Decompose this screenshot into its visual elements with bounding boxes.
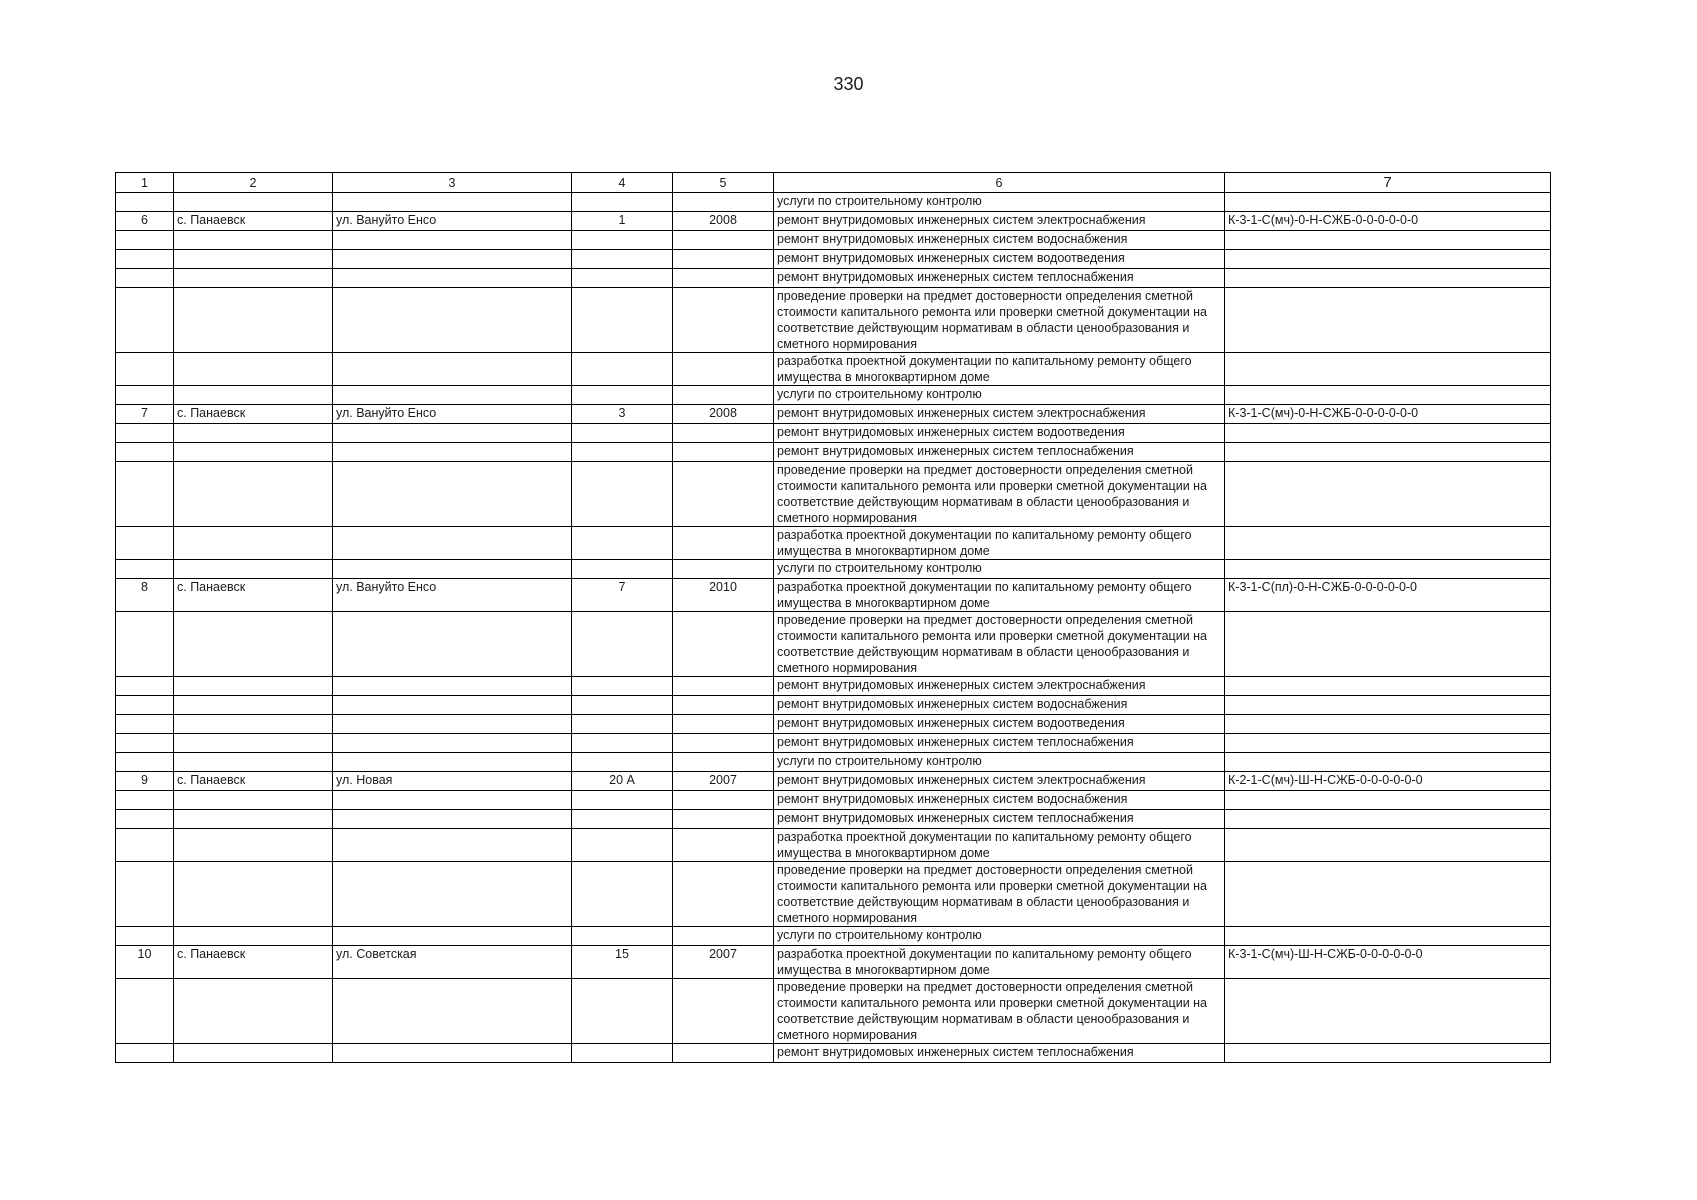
year-cell [673, 696, 774, 715]
table-row [116, 424, 1551, 443]
house-number-cell [572, 810, 673, 829]
street-cell [333, 1044, 572, 1063]
row-number-cell [116, 386, 174, 405]
house-number-cell [572, 677, 673, 696]
table-row [116, 862, 1551, 927]
row-number-cell [116, 193, 174, 212]
street-cell [333, 927, 572, 946]
street-cell [333, 193, 572, 212]
work-type-cell: ремонт внутридомовых инженерных систем теплоснабжения [774, 1044, 1225, 1063]
row-number-cell [116, 829, 174, 862]
row-number-cell [116, 527, 174, 560]
code-cell [1225, 677, 1551, 696]
settlement-cell [174, 353, 333, 386]
street-cell: ул. Советская [333, 946, 572, 979]
row-number-cell [116, 715, 174, 734]
row-number-cell [116, 612, 174, 677]
work-type-cell: разработка проектной документации по капитальному ремонту общего имущества в многоквартирном доме [774, 353, 1225, 386]
house-number-cell [572, 462, 673, 527]
street-cell [333, 677, 572, 696]
settlement-cell [174, 193, 333, 212]
year-cell [673, 791, 774, 810]
year-cell [673, 612, 774, 677]
year-cell [673, 862, 774, 927]
year-cell [673, 231, 774, 250]
row-number-cell [116, 250, 174, 269]
work-type-cell: разработка проектной документации по капитальному ремонту общего имущества в многоквартирном доме [774, 829, 1225, 862]
year-cell [673, 443, 774, 462]
table-row [116, 212, 1551, 231]
work-type-cell: ремонт внутридомовых инженерных систем теплоснабжения [774, 734, 1225, 753]
header-row [116, 173, 1551, 193]
code-cell [1225, 791, 1551, 810]
table-row [116, 231, 1551, 250]
settlement-cell [174, 810, 333, 829]
row-number-cell: 6 [116, 212, 174, 231]
house-number-cell [572, 353, 673, 386]
settlement-cell [174, 753, 333, 772]
year-cell [673, 753, 774, 772]
table-row [116, 979, 1551, 1044]
street-cell [333, 424, 572, 443]
street-cell [333, 462, 572, 527]
house-number-cell [572, 424, 673, 443]
street-cell: ул. Вануйто Енсо [333, 212, 572, 231]
house-number-cell [572, 250, 673, 269]
house-number-cell [572, 791, 673, 810]
table-row [116, 250, 1551, 269]
work-type-cell: ремонт внутридомовых инженерных систем теплоснабжения [774, 443, 1225, 462]
work-type-cell: ремонт внутридомовых инженерных систем электроснабжения [774, 677, 1225, 696]
house-number-cell [572, 862, 673, 927]
code-cell [1225, 386, 1551, 405]
code-cell: К-3-1-С(мч)-0-Н-СЖБ-0-0-0-0-0-0 [1225, 212, 1551, 231]
table-row [116, 946, 1551, 979]
house-number-cell: 20 А [572, 772, 673, 791]
table-row [116, 560, 1551, 579]
header-cell: 6 [774, 173, 1225, 193]
row-number-cell [116, 979, 174, 1044]
table-row [116, 288, 1551, 353]
work-type-cell: проведение проверки на предмет достоверности определения сметной стоимости капитального ремонта или проверки сметной документации на соответствие действующим нормативам в области ценообразования и сметного нормирования [774, 862, 1225, 927]
row-number-cell [116, 1044, 174, 1063]
work-type-cell: проведение проверки на предмет достоверности определения сметной стоимости капитального ремонта или проверки сметной документации на соответствие действующим нормативам в области ценообразования и сметного нормирования [774, 288, 1225, 353]
house-number-cell [572, 386, 673, 405]
work-type-cell: ремонт внутридомовых инженерных систем водоснабжения [774, 231, 1225, 250]
year-cell: 2008 [673, 212, 774, 231]
table-row [116, 791, 1551, 810]
table-row [116, 269, 1551, 288]
table-row [116, 810, 1551, 829]
table-row [116, 443, 1551, 462]
street-cell [333, 734, 572, 753]
year-cell [673, 677, 774, 696]
code-cell [1225, 462, 1551, 527]
code-cell [1225, 193, 1551, 212]
work-type-cell: разработка проектной документации по капитальному ремонту общего имущества в многоквартирном доме [774, 946, 1225, 979]
header-cell: 5 [673, 173, 774, 193]
row-number-cell [116, 927, 174, 946]
house-number-cell [572, 612, 673, 677]
street-cell [333, 250, 572, 269]
code-cell: К-3-1-С(пл)-0-Н-СЖБ-0-0-0-0-0-0 [1225, 579, 1551, 612]
work-type-cell: услуги по строительному контролю [774, 560, 1225, 579]
street-cell [333, 829, 572, 862]
year-cell [673, 250, 774, 269]
table-row [116, 527, 1551, 560]
house-number-cell [572, 231, 673, 250]
work-type-cell: услуги по строительному контролю [774, 927, 1225, 946]
work-type-cell: разработка проектной документации по капитальному ремонту общего имущества в многоквартирном доме [774, 579, 1225, 612]
table-row [116, 612, 1551, 677]
work-type-cell: ремонт внутридомовых инженерных систем водоотведения [774, 424, 1225, 443]
year-cell [673, 269, 774, 288]
house-number-cell: 3 [572, 405, 673, 424]
table-row [116, 772, 1551, 791]
house-number-cell: 7 [572, 579, 673, 612]
code-cell [1225, 715, 1551, 734]
page-number: 330 [833, 74, 864, 94]
street-cell [333, 862, 572, 927]
street-cell: ул. Новая [333, 772, 572, 791]
year-cell [673, 1044, 774, 1063]
table-body [116, 193, 1551, 1063]
header-cell: 7 [1225, 173, 1551, 193]
code-cell [1225, 1044, 1551, 1063]
house-number-cell [572, 715, 673, 734]
header-cell: 3 [333, 173, 572, 193]
year-cell: 2007 [673, 772, 774, 791]
row-number-cell [116, 791, 174, 810]
year-cell [673, 462, 774, 527]
code-cell [1225, 527, 1551, 560]
settlement-cell [174, 560, 333, 579]
code-cell [1225, 288, 1551, 353]
settlement-cell [174, 462, 333, 527]
code-cell [1225, 443, 1551, 462]
row-number-cell [116, 696, 174, 715]
work-type-cell: проведение проверки на предмет достоверности определения сметной стоимости капитального ремонта или проверки сметной документации на соответствие действующим нормативам в области ценообразования и сметного нормирования [774, 979, 1225, 1044]
settlement-cell [174, 734, 333, 753]
code-cell [1225, 696, 1551, 715]
house-number-cell [572, 696, 673, 715]
settlement-cell [174, 424, 333, 443]
year-cell [673, 386, 774, 405]
work-type-cell: ремонт внутридомовых инженерных систем электроснабжения [774, 772, 1225, 791]
row-number-cell [116, 231, 174, 250]
year-cell [673, 193, 774, 212]
code-cell [1225, 829, 1551, 862]
work-type-cell: проведение проверки на предмет достоверности определения сметной стоимости капитального ремонта или проверки сметной документации на соответствие действующим нормативам в области ценообразования и сметного нормирования [774, 462, 1225, 527]
year-cell [673, 424, 774, 443]
code-cell [1225, 979, 1551, 1044]
street-cell [333, 443, 572, 462]
street-cell: ул. Вануйто Енсо [333, 405, 572, 424]
table-row [116, 386, 1551, 405]
header-cell: 2 [174, 173, 333, 193]
row-number-cell [116, 734, 174, 753]
work-type-cell: услуги по строительному контролю [774, 386, 1225, 405]
work-type-cell: услуги по строительному контролю [774, 753, 1225, 772]
settlement-cell [174, 791, 333, 810]
settlement-cell [174, 829, 333, 862]
street-cell [333, 715, 572, 734]
settlement-cell: с. Панаевск [174, 405, 333, 424]
code-cell [1225, 734, 1551, 753]
work-type-cell: ремонт внутридомовых инженерных систем теплоснабжения [774, 269, 1225, 288]
settlement-cell [174, 443, 333, 462]
code-cell [1225, 810, 1551, 829]
work-type-cell: ремонт внутридомовых инженерных систем водоотведения [774, 715, 1225, 734]
table-row [116, 1044, 1551, 1063]
year-cell [673, 829, 774, 862]
settlement-cell [174, 527, 333, 560]
house-number-cell [572, 753, 673, 772]
work-type-cell: разработка проектной документации по капитальному ремонту общего имущества в многоквартирном доме [774, 527, 1225, 560]
house-number-cell [572, 527, 673, 560]
table-row [116, 353, 1551, 386]
year-cell [673, 810, 774, 829]
street-cell [333, 753, 572, 772]
table-row [116, 753, 1551, 772]
year-cell [673, 715, 774, 734]
code-cell [1225, 862, 1551, 927]
street-cell [333, 979, 572, 1044]
street-cell [333, 527, 572, 560]
year-cell [673, 927, 774, 946]
code-cell [1225, 231, 1551, 250]
code-cell [1225, 250, 1551, 269]
year-cell: 2008 [673, 405, 774, 424]
work-type-cell: услуги по строительному контролю [774, 193, 1225, 212]
row-number-cell [116, 424, 174, 443]
row-number-cell [116, 288, 174, 353]
code-cell [1225, 612, 1551, 677]
work-type-cell: ремонт внутридомовых инженерных систем электроснабжения [774, 212, 1225, 231]
settlement-cell [174, 1044, 333, 1063]
house-number-cell [572, 829, 673, 862]
code-cell [1225, 424, 1551, 443]
row-number-cell [116, 560, 174, 579]
works-table [115, 172, 1551, 1063]
work-type-cell: ремонт внутридомовых инженерных систем водоснабжения [774, 791, 1225, 810]
row-number-cell: 9 [116, 772, 174, 791]
row-number-cell [116, 443, 174, 462]
house-number-cell [572, 1044, 673, 1063]
settlement-cell: с. Панаевск [174, 579, 333, 612]
row-number-cell [116, 462, 174, 527]
settlement-cell [174, 979, 333, 1044]
street-cell [333, 231, 572, 250]
house-number-cell [572, 734, 673, 753]
settlement-cell [174, 231, 333, 250]
table-row [116, 579, 1551, 612]
street-cell: ул. Вануйто Енсо [333, 579, 572, 612]
row-number-cell: 8 [116, 579, 174, 612]
table-row [116, 696, 1551, 715]
table-row [116, 927, 1551, 946]
settlement-cell [174, 250, 333, 269]
settlement-cell: с. Панаевск [174, 772, 333, 791]
year-cell [673, 734, 774, 753]
table-row [116, 715, 1551, 734]
code-cell [1225, 560, 1551, 579]
street-cell [333, 386, 572, 405]
work-type-cell: ремонт внутридомовых инженерных систем водоотведения [774, 250, 1225, 269]
header-cell: 1 [116, 173, 174, 193]
street-cell [333, 288, 572, 353]
table-row [116, 734, 1551, 753]
work-type-cell: ремонт внутридомовых инженерных систем водоснабжения [774, 696, 1225, 715]
code-cell: К-3-1-С(мч)-Ш-Н-СЖБ-0-0-0-0-0-0 [1225, 946, 1551, 979]
settlement-cell [174, 715, 333, 734]
year-cell [673, 288, 774, 353]
house-number-cell [572, 193, 673, 212]
code-cell [1225, 753, 1551, 772]
row-number-cell [116, 353, 174, 386]
row-number-cell [116, 810, 174, 829]
settlement-cell: с. Панаевск [174, 946, 333, 979]
work-type-cell: ремонт внутридомовых инженерных систем электроснабжения [774, 405, 1225, 424]
work-type-cell: проведение проверки на предмет достоверности определения сметной стоимости капитального ремонта или проверки сметной документации на соответствие действующим нормативам в области ценообразования и сметного нормирования [774, 612, 1225, 677]
table-row [116, 405, 1551, 424]
house-number-cell [572, 560, 673, 579]
year-cell: 2007 [673, 946, 774, 979]
street-cell [333, 353, 572, 386]
code-cell [1225, 927, 1551, 946]
table-row [116, 829, 1551, 862]
code-cell [1225, 269, 1551, 288]
house-number-cell [572, 979, 673, 1044]
code-cell: К-3-1-С(мч)-0-Н-СЖБ-0-0-0-0-0-0 [1225, 405, 1551, 424]
year-cell [673, 353, 774, 386]
house-number-cell [572, 269, 673, 288]
street-cell [333, 810, 572, 829]
code-cell [1225, 353, 1551, 386]
table-row [116, 677, 1551, 696]
year-cell [673, 979, 774, 1044]
house-number-cell: 15 [572, 946, 673, 979]
street-cell [333, 269, 572, 288]
settlement-cell [174, 927, 333, 946]
settlement-cell: с. Панаевск [174, 212, 333, 231]
house-number-cell [572, 927, 673, 946]
settlement-cell [174, 862, 333, 927]
year-cell [673, 560, 774, 579]
street-cell [333, 696, 572, 715]
row-number-cell: 7 [116, 405, 174, 424]
settlement-cell [174, 386, 333, 405]
year-cell [673, 527, 774, 560]
table-row [116, 462, 1551, 527]
settlement-cell [174, 288, 333, 353]
row-number-cell: 10 [116, 946, 174, 979]
house-number-cell [572, 288, 673, 353]
settlement-cell [174, 677, 333, 696]
house-number-cell [572, 443, 673, 462]
settlement-cell [174, 269, 333, 288]
street-cell [333, 791, 572, 810]
house-number-cell: 1 [572, 212, 673, 231]
settlement-cell [174, 696, 333, 715]
street-cell [333, 612, 572, 677]
table-row [116, 193, 1551, 212]
settlement-cell [174, 612, 333, 677]
header-cell: 4 [572, 173, 673, 193]
row-number-cell [116, 677, 174, 696]
row-number-cell [116, 862, 174, 927]
street-cell [333, 560, 572, 579]
work-type-cell: ремонт внутридомовых инженерных систем теплоснабжения [774, 810, 1225, 829]
year-cell: 2010 [673, 579, 774, 612]
code-cell: К-2-1-С(мч)-Ш-Н-СЖБ-0-0-0-0-0-0 [1225, 772, 1551, 791]
row-number-cell [116, 753, 174, 772]
row-number-cell [116, 269, 174, 288]
